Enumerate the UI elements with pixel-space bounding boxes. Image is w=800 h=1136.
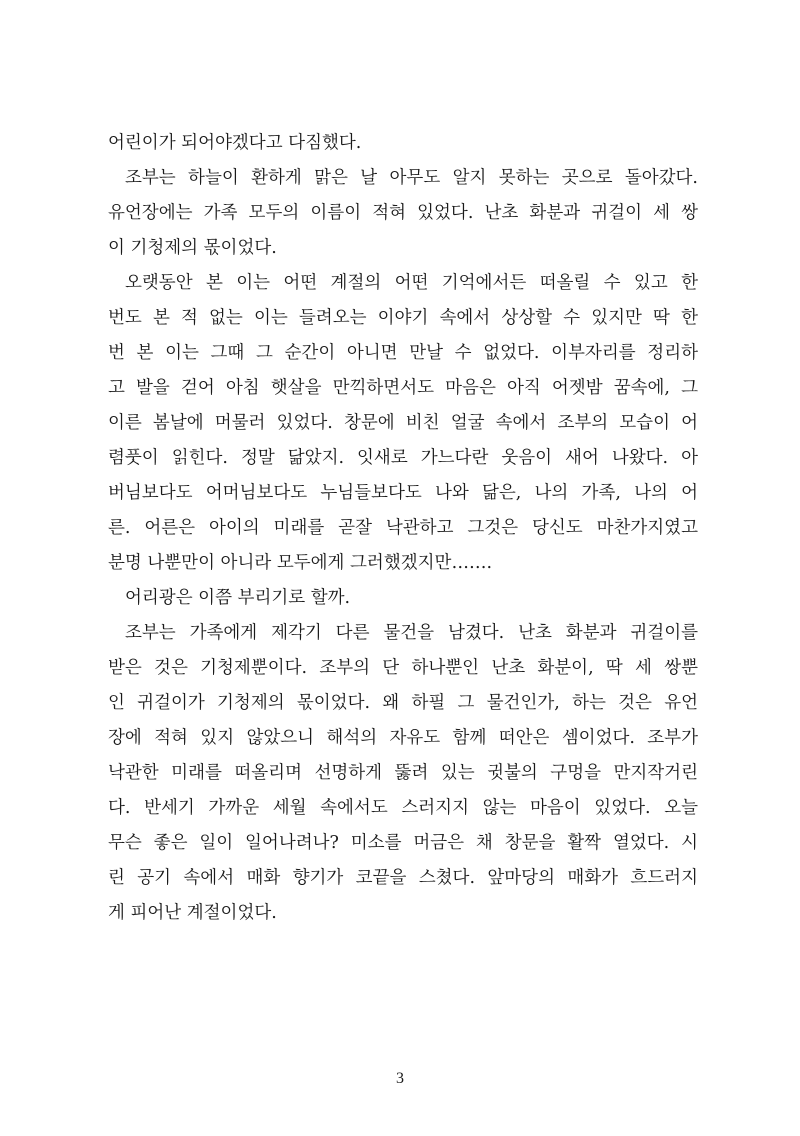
text-line: 렴풋이 읽힌다. 정말 닮았지. 잇새로 가느다란 웃음이 새어 나왔다. 아 xyxy=(108,448,698,468)
text-line: 받은 것은 기청제뿐이다. 조부의 단 하나뿐인 난초 화분이, 딱 세 쌍뿐 xyxy=(108,658,698,678)
text-line: 무슨 좋은 일이 일어나려나? 미소를 머금은 채 창문을 활짝 열었다. 시 xyxy=(108,833,698,853)
text-line: 린 공기 속에서 매화 향기가 코끝을 스쳤다. 앞마당의 매화가 흐드러지 xyxy=(108,868,698,888)
text-line: 이 기청제의 몫이었다. xyxy=(108,238,277,258)
text-line: 다. 반세기 가까운 세월 속에서도 스러지지 않는 마음이 있었다. 오늘 xyxy=(108,798,698,818)
text-line: 번 본 이는 그때 그 순간이 아니면 만날 수 없었다. 이부자리를 정리하 xyxy=(108,343,698,363)
text-line: 낙관한 미래를 떠올리며 선명하게 뚫려 있는 귓불의 구멍을 만지작거린 xyxy=(108,763,698,783)
text-line: 분명 나뿐만이 아니라 모두에게 그러했겠지만……. xyxy=(108,553,493,573)
text-line: 장에 적혀 있지 않았으니 해석의 자유도 함께 떠안은 셈이었다. 조부가 xyxy=(108,728,698,748)
text-line: 번도 본 적 없는 이는 들려오는 이야기 속에서 상상할 수 있지만 딱 한 xyxy=(108,308,698,328)
text-line: 게 피어난 계절이었다. xyxy=(108,903,277,923)
text-line: 이른 봄날에 머물러 있었다. 창문에 비친 얼굴 속에서 조부의 모습이 어 xyxy=(108,413,698,433)
text-line: 고 발을 걷어 아침 햇살을 만끽하면서도 마음은 아직 어젯밤 꿈속에, 그 xyxy=(108,378,698,398)
body-text xyxy=(108,126,698,931)
text-line: 어린이가 되어야겠다고 다짐했다. xyxy=(108,133,362,153)
text-line: 어리광은 이쯤 부리기로 할까. xyxy=(125,588,351,608)
page-number: 3 xyxy=(396,1070,404,1087)
text-line: 조부는 가족에게 제각기 다른 물건을 남겼다. 난초 화분과 귀걸이를 xyxy=(125,623,698,643)
text-line: 버님보다도 어머님보다도 누님들보다도 나와 닮은, 나의 가족, 나의 어 xyxy=(108,483,698,503)
text-line: 유언장에는 가족 모두의 이름이 적혀 있었다. 난초 화분과 귀걸이 세 쌍 xyxy=(108,203,698,223)
text-line: 오랫동안 본 이는 어떤 계절의 어떤 기억에서든 떠올릴 수 있고 한 xyxy=(125,273,698,293)
text-line: 른. 어른은 아이의 미래를 곧잘 낙관하고 그것은 당신도 마찬가지였고 xyxy=(108,518,698,538)
text-line: 인 귀걸이가 기청제의 몫이었다. 왜 하필 그 물건인가, 하는 것은 유언 xyxy=(108,693,698,713)
text-line: 조부는 하늘이 환하게 맑은 날 아무도 알지 못하는 곳으로 돌아갔다. xyxy=(125,168,698,188)
